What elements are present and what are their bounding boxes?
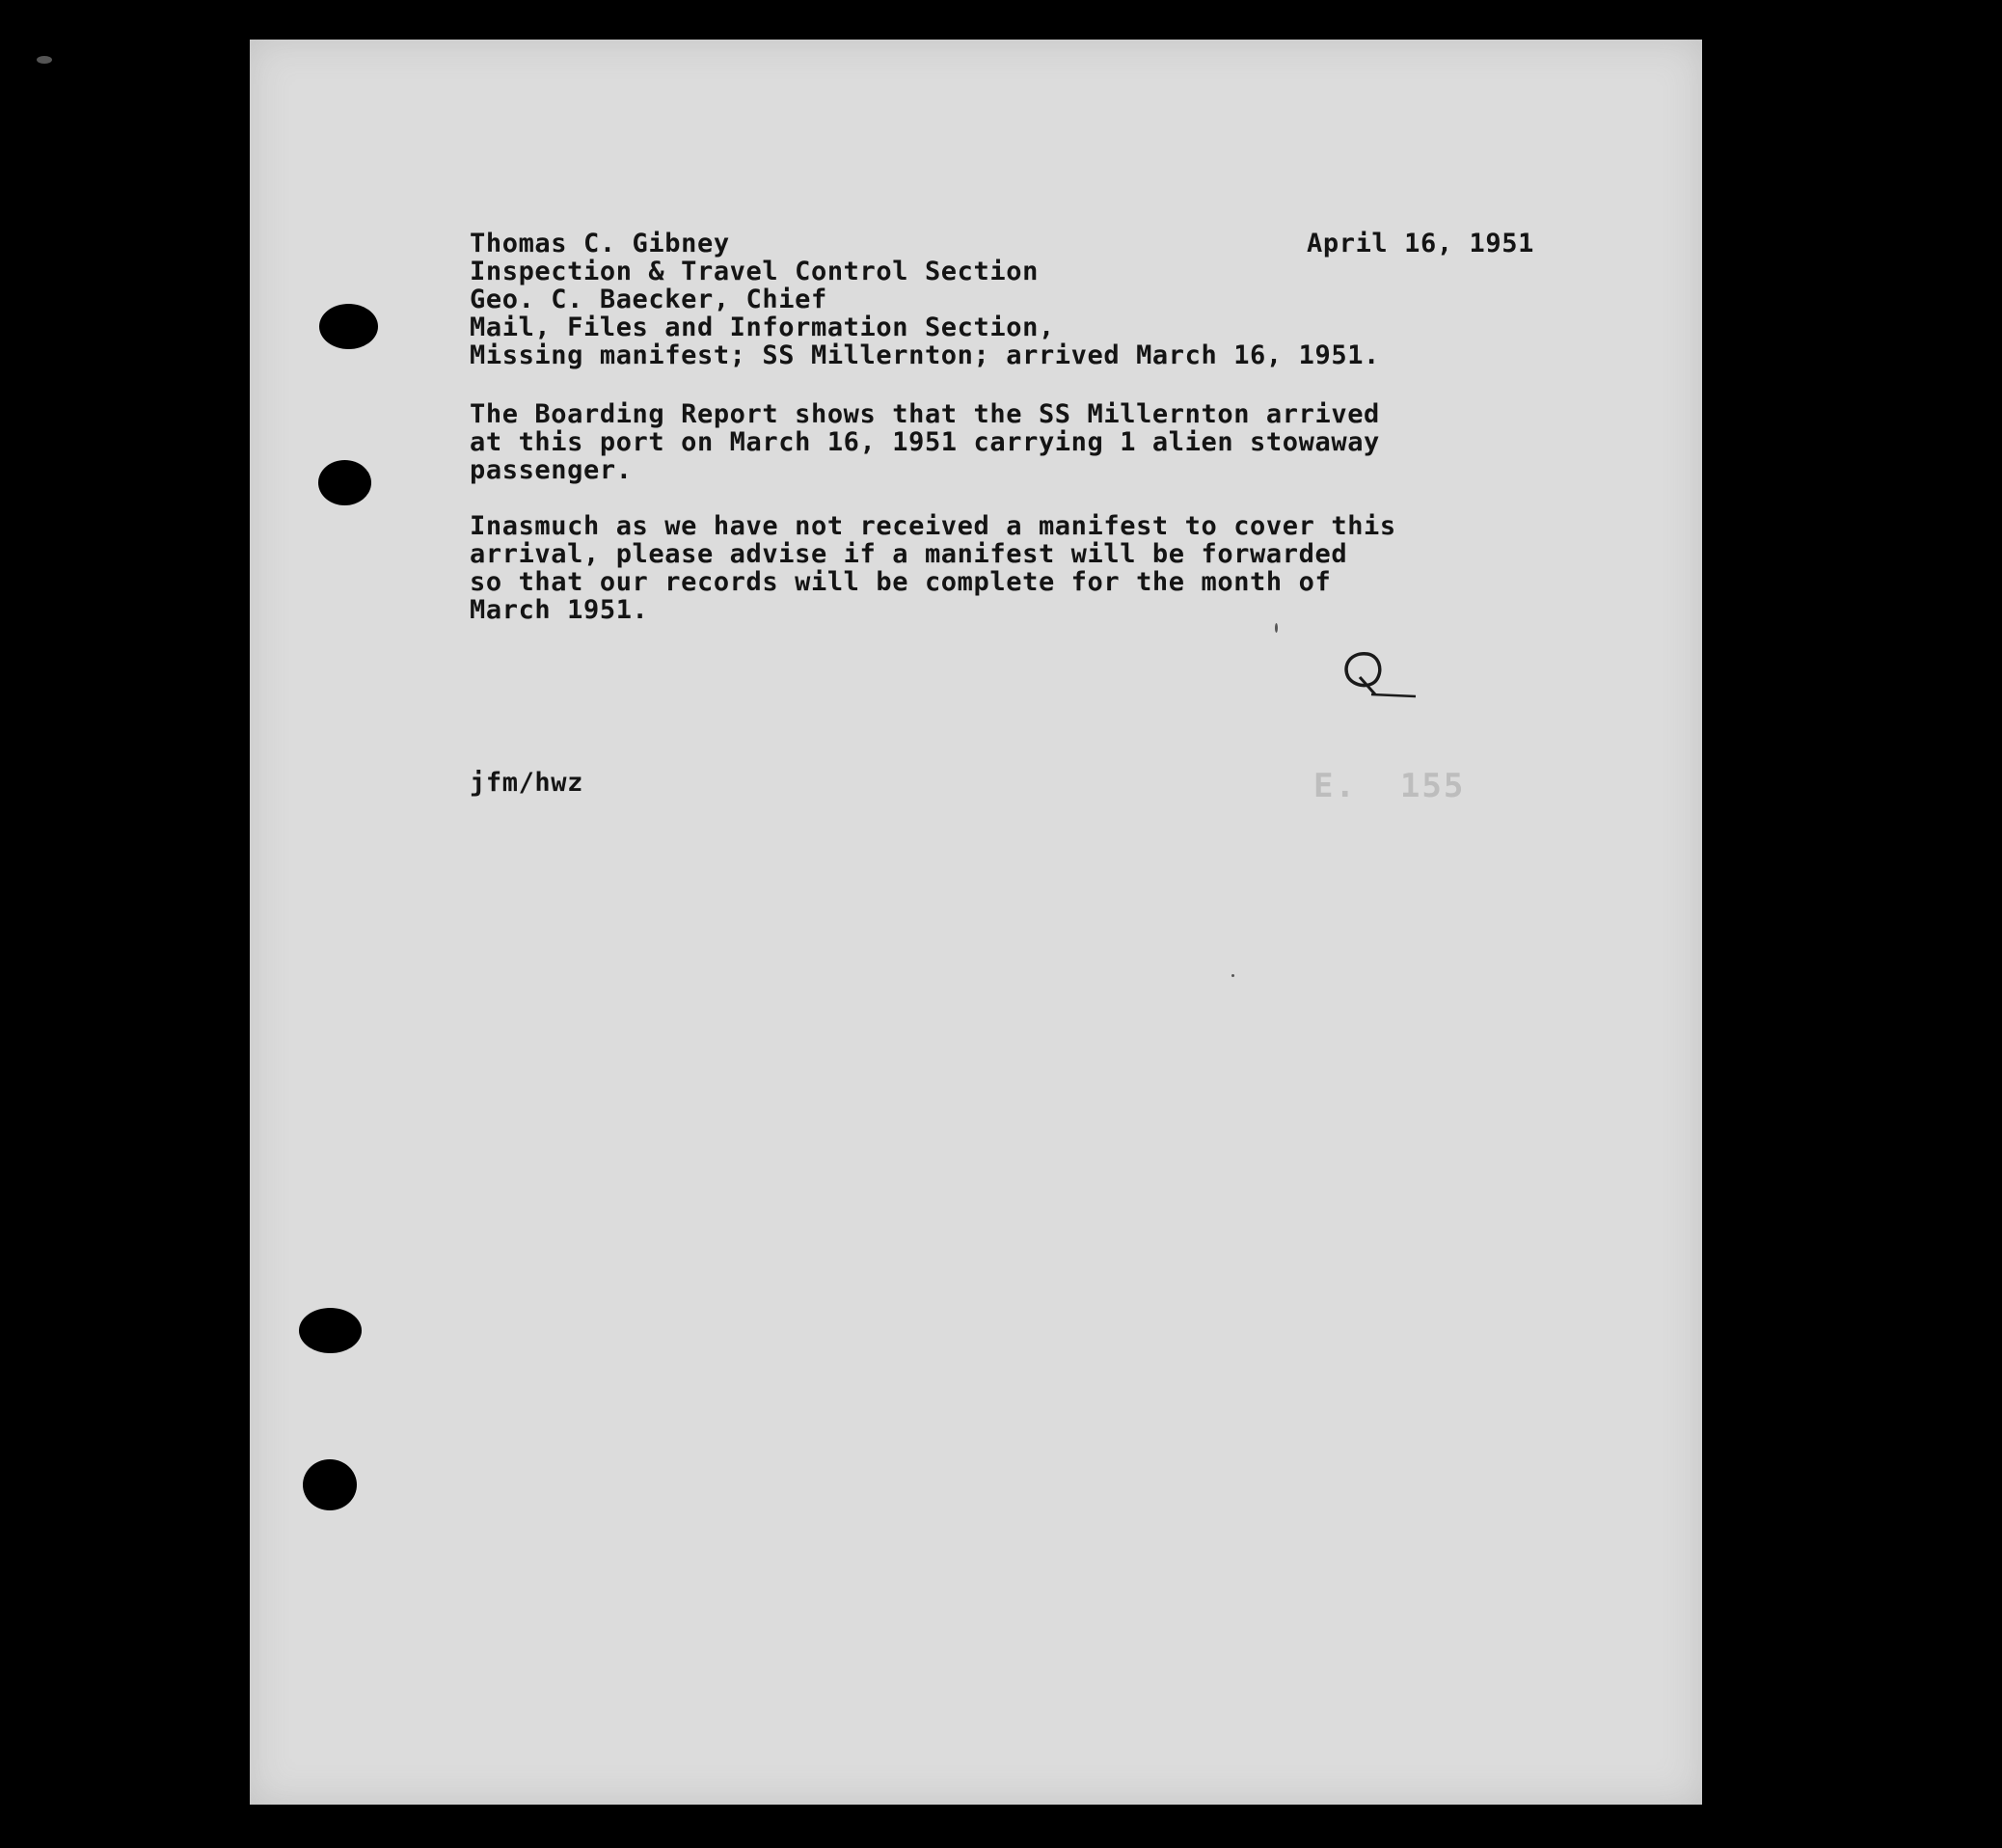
faint-stamp-number: E. 155 bbox=[1313, 767, 1466, 805]
memo-date: April 16, 1951 bbox=[1307, 229, 1534, 258]
punch-hole bbox=[303, 1459, 357, 1510]
dust-speck bbox=[1231, 974, 1234, 977]
header-line-sender: Geo. C. Baecker, Chief bbox=[470, 285, 827, 314]
dust-speck bbox=[37, 56, 52, 64]
header-line-subject: Missing manifest; SS Millernton; arrived March 16, 1951. bbox=[470, 340, 1380, 370]
dust-speck bbox=[1275, 623, 1278, 633]
memo-header bbox=[470, 230, 1380, 369]
header-line-recipient: Thomas C. Gibney bbox=[470, 229, 730, 258]
body-paragraph: The Boarding Report shows that the SS Millernton arrived at this port on March 16, 1951 carrying 1 alien stowaway passenger. bbox=[470, 399, 1380, 485]
punch-hole bbox=[318, 460, 371, 505]
punch-hole bbox=[319, 304, 378, 349]
punch-hole bbox=[299, 1308, 362, 1353]
reference-initials: jfm/hwz bbox=[470, 768, 583, 798]
header-line-sender-section: Mail, Files and Information Section, bbox=[470, 313, 1055, 342]
header-line-section: Inspection & Travel Control Section bbox=[470, 257, 1039, 286]
body-paragraph: Inasmuch as we have not received a manifest to cover this arrival, please advise if a manifest will be forwarded so that our records will be complete for the month of March 1951. bbox=[470, 511, 1396, 625]
handwritten-initial-mark bbox=[1339, 648, 1418, 702]
